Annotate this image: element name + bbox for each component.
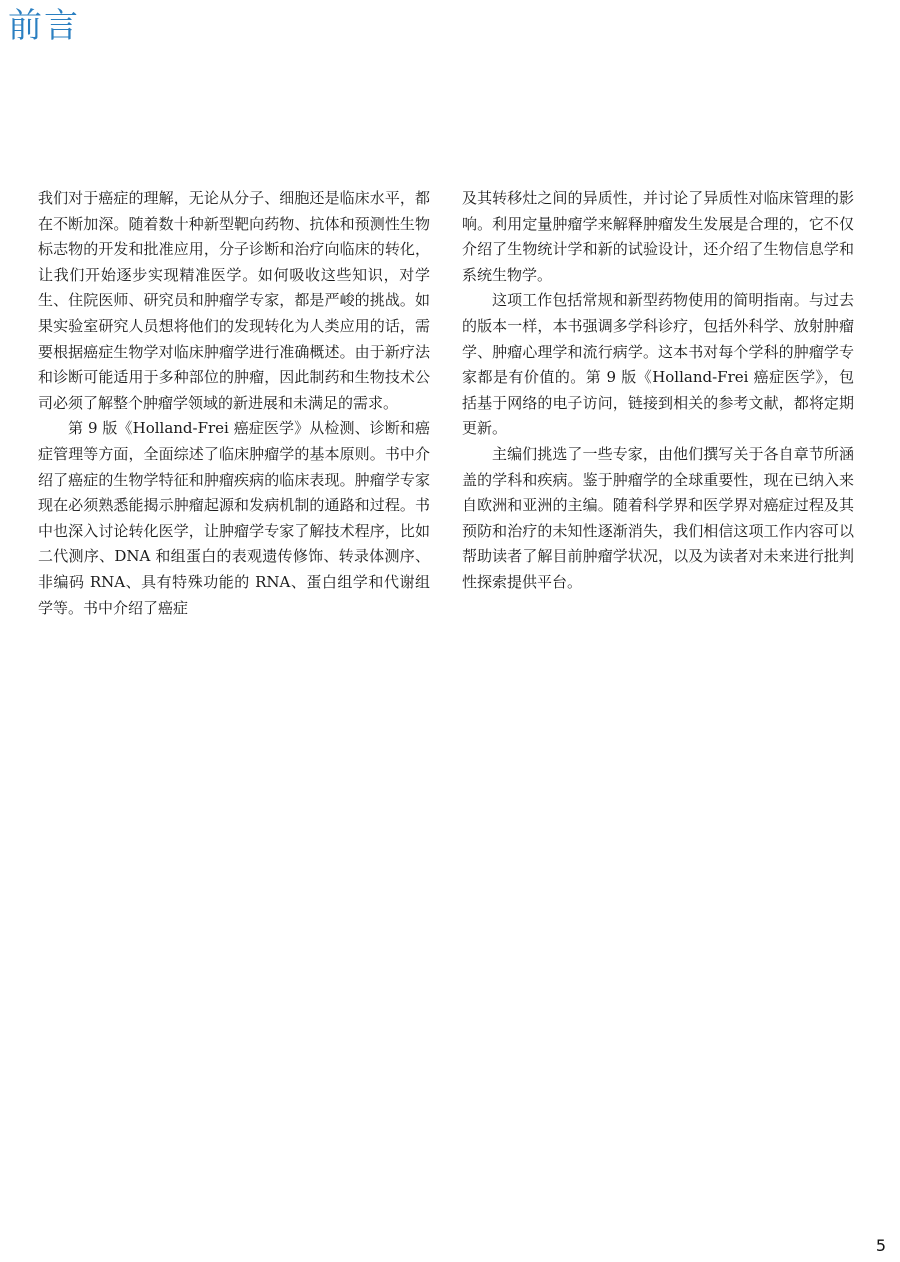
page-number: 5	[875, 1236, 886, 1255]
right-text-column	[462, 186, 854, 596]
body-paragraph: 及其转移灶之间的异质性，并讨论了异质性对临床管理的影响。利用定量肿瘤学来解释肿瘤发生发展是合理的，它不仅介绍了生物统计学和新的试验设计，还介绍了生物信息学和系统生物学。	[462, 189, 854, 284]
body-paragraph: 这项工作包括常规和新型药物使用的简明指南。与过去的版本一样，本书强调多学科诊疗，包括外科学、放射肿瘤学、肿瘤心理学和流行病学。这本书对每个学科的肿瘤学专家都是有价值的。第 9 版《Holland-Frei 癌症医学》，包括基于网络的电子访问，链接到相关的参考文献，都将定期更新。	[462, 291, 854, 438]
body-paragraph: 主编们挑选了一些专家，由他们撰写关于各自章节所涵盖的学科和疾病。鉴于肿瘤学的全球重要性，现在已纳入来自欧洲和亚洲的主编。随着科学界和医学界对癌症过程及其预防和治疗的未知性逐渐消失，我们相信这项工作内容可以帮助读者了解目前肿瘤学状况，以及为读者对未来进行批判性探索提供平台。	[462, 444, 854, 591]
body-paragraph: 第 9 版《Holland-Frei 癌症医学》从检测、诊断和癌症管理等方面，全面综述了临床肿瘤学的基本原则。书中介绍了癌症的生物学特征和肿瘤疾病的临床表现。肿瘤学专家现在必须熟悉能揭示肿瘤起源和发病机制的通路和过程。书中也深入讨论转化医学，让肿瘤学专家了解技术程序，比如二代测序、DNA 和组蛋白的表观遗传修饰、转录体测序、非编码 RNA、具有特殊功能的 RNA、蛋白组学和代谢组学等。书中介绍了癌症	[38, 419, 430, 617]
page-title: 前言	[8, 6, 80, 46]
body-paragraph: 我们对于癌症的理解，无论从分子、细胞还是临床水平，都在不断加深。随着数十种新型靶向药物、抗体和预测性生物标志物的开发和批准应用，分子诊断和治疗向临床的转化，让我们开始逐步实现精准医学。如何吸收这些知识，对学生、住院医师、研究员和肿瘤学专家，都是严峻的挑战。如果实验室研究人员想将他们的发现转化为人类应用的话，需要根据癌症生物学对临床肿瘤学进行准确概述。由于新疗法和诊断可能适用于多种部位的肿瘤，因此制药和生物技术公司必须了解整个肿瘤学领域的新进展和未满足的需求。	[38, 189, 430, 412]
left-text-column	[38, 186, 430, 621]
